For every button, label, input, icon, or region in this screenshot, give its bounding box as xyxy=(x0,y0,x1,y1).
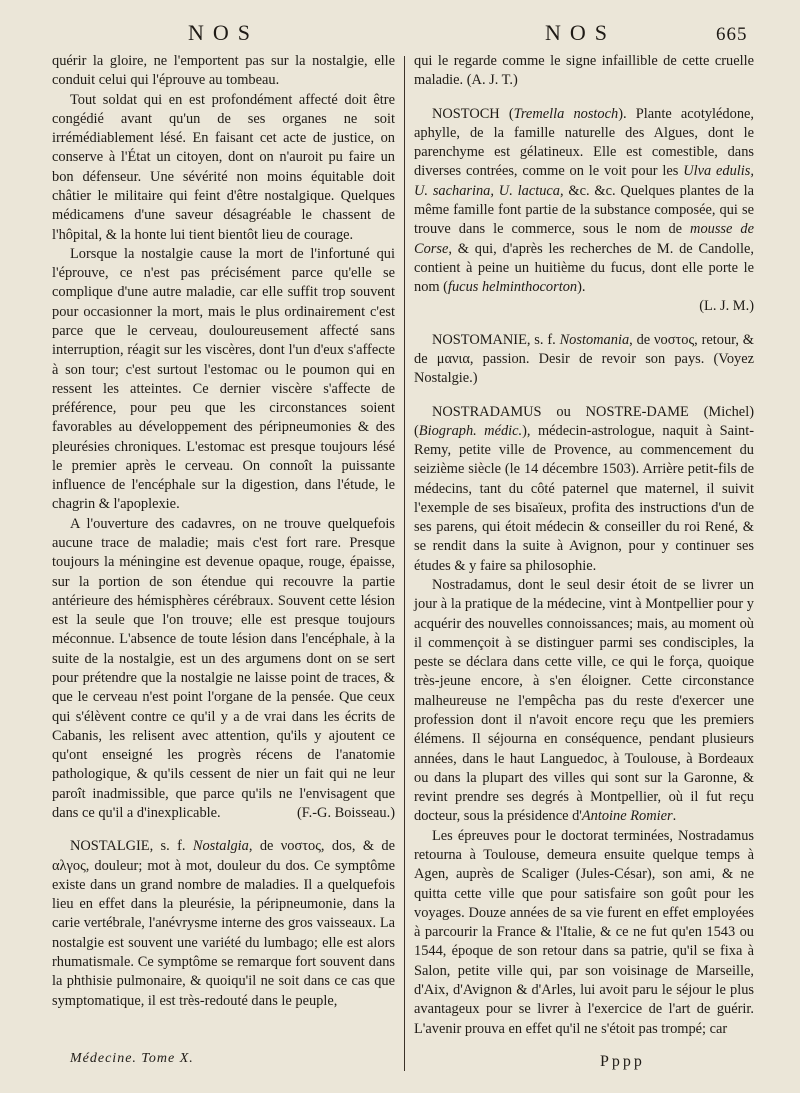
latin-term: Nostomania xyxy=(559,331,630,348)
article-nostomanie xyxy=(414,331,754,389)
paragraph-text: Nostradamus, dont le seul desir étoit de se livrer un jour à la pratique de la médecine, vint à Montpellier pour y acquérir des nouvelles connoissances; mais, au moment où il commençoit à se distinguer parmi ses condisciples, la peste se déclara dans cette ville, ce qui le força, quoique très-jeune encore, à s'en éloigner. Cette circonstance malheureuse ne l'empêcha pas du reste d'exercer une profession dont il n'avoit encore reçu que les premiers élémens. Il séjourna en conséquence, pendant plusieurs années, dans le haut Languedoc, à Toulouse, à Bordeaux ou dans la plupart des villes qui sont sur la Garonne, & revint prendre ses degrés à Montpellier, où il fut reçu docteur, sous la présidence d' xyxy=(414,577,754,825)
entry-body: ), médecin-astrologue, naquit à Saint-Remy, petite ville de Provence, au commencement du seizième siècle (le 14 décembre 1503). Arrière petit-fils de médecins, tant du côté paternel que maternel, il suivit l'exemple de ses bisaïeux, profita des instructions d'un de ses parens, qui étoit médecin & conseiller du roi René, & se rendit dans la suite à Avignon, pour y continuer ses études & y faire sa philosophie. xyxy=(414,422,754,574)
right-column xyxy=(414,52,754,1039)
paragraph-text: A l'ouverture des cadavres, on ne trouve quelquefois aucune trace de maladie; mais c'est fort rare. Presque toujours la méningine est devenue opaque, rouge, épaisse, sur la portion de son étendue qui recouvre la partie antérieure des hémisphères cérébraux. Souvent cette lésion est la seule que l'on trouve; elle est presque toujours méconnue. L'absence de toute lésion dans l'encéphale, à la suite de la nostalgie, est un des argumens dont on se sert pour prétendre que la nostalgie ne laisse point de traces, & que le cerveau n'est point l'organe de la pensée. Que ceux qui s'élèvent contre ce qu'il y a de vrai dans les écrits de Cabanis, les relisent avec attention, qu'ils y ajoutent ce qu'ont enseigné les progrès récens de l'anatomie pathologique, & qu'ils cessent de nier un fait qui ne leur paroît inadmissible, que parce qu'ils ne l'envisagent que dans ce qu'il a d'inexplicable. xyxy=(52,515,395,821)
header-right-word: NOS xyxy=(545,20,617,45)
running-header xyxy=(0,10,800,50)
paragraph-text: . xyxy=(672,808,677,825)
article-nostradamus xyxy=(414,403,754,577)
paragraph xyxy=(414,52,754,91)
entry-body: , & qui, d'après les recherches de M. de Candolle, contient à peine un huitième du fucus, dont elle porte le nom ( xyxy=(414,240,754,296)
page-number: 665 xyxy=(716,24,748,45)
entry-body: , de νοστος, retour, & de μανια, passion. Desir de revoir son pays. (Voyez Nostalgie.) xyxy=(414,331,754,387)
article-nostalgie xyxy=(52,837,395,1011)
entry-headword: NOSTALGIE, s. f. xyxy=(70,838,186,855)
entry-body: , de νοστος, dos, & de αλγος, douleur; mot à mot, douleur du dos. Ce symptôme existe dans un grand nombre de maladies. Il a quelquefois lieu en effet dans la pleurésie, la péripneumonie, dans la carie vertébrale, l'anévrysme interne des gros vaisseaux. La nostalgie est souvent une variété du lumbago; elle est alors rhumatismale. Ce symptôme se remarque fort souvent dans la phthisie pulmonaire, & quoiqu'il ne soit dans ce cas que symptomatique, il est très-redouté dans le peuple, xyxy=(52,838,395,1009)
author-signature: (L. J. M.) xyxy=(699,298,754,315)
header-left-word: NOS xyxy=(188,20,260,45)
paragraph: Les épreuves pour le doctorat terminées, Nostradamus retourna à Toulouse, demeura ensuite quelque temps à Agen, auprès de Scaliger (Jules-César), son ami, & ne quitta cette ville que pour satisfaire son goût pour les voyages. Douze années de sa vie furent en effet employées à parcourir la France & l'Italie, & ce ne fut qu'en 1543 ou 1544, époque de son retour dans sa patrie, qu'il se fixa à Salon, petite ville qui, par son voisinage de Marseille, d'Aix, d'Avignon & d'Arles, lui avoit paru le séjour le plus avantageux pour se livrer à l'exercice de l'art de guérir. L'avenir prouva en effet qu'il ne s'étoit pas trompé; car xyxy=(414,827,754,1037)
paragraph: quérir la gloire, ne l'emportent pas sur la nostalgie, elle conduit celui qui l'éprouve au tombeau. xyxy=(52,53,395,89)
paragraph: Lorsque la nostalgie cause la mort de l'infortuné qui l'éprouve, ce n'est pas précisément parce qu'elle se complique d'une autre maladie, car elle suffit trop souvent pour occasionner la mort, mais le plus ordinairement c'est parce que le cerveau, douloureusement affecté sans interruption, réagit sur les viscères, dont l'un d'eux s'affecte à son tour; c'est surtout l'estomac ou le poumon qui en ressent les atteintes. Ce dernier viscère s'affecte de préférence, pour peu que les circonstances soient favorables au développement des péripneumonies & des pleurésies chroniques. L'estomac est presque toujours lésé le premier après le cerveau. On connoît la puissante influence de l'encéphale sur la digestion, dans l'étude, le chagrin & l'apoplexie. xyxy=(52,245,395,513)
author-signature: (F.-G. Boisseau.) xyxy=(297,804,395,821)
article-nostoch xyxy=(414,105,754,317)
entry-body: , &c. &c. Quelques plantes de la même famille font partie de la substance composée, qui se trouve dans le commerce, sous le nom de xyxy=(414,182,754,238)
paragraph-text: qui le regarde comme le signe infaillible de cette cruelle maladie. xyxy=(414,53,754,89)
paragraph: Tout soldat qui en est profondément affecté doit être congédié avant qu'un de ses organes ne soit irrémédiablement lésé. En faisant cet acte de justice, on conserve à l'État un citoyen, dont on n'auroit pu faire un bon défenseur. Une sévérité non moins équitable doit châtier le militaire qui feint d'être nostalgique. Quelques médicamens d'une saveur désagréable le chassent de l'hôpital, & la honte lui tient bientôt lieu de courage. xyxy=(52,91,395,243)
printer-signature: Pppp xyxy=(600,1053,645,1070)
paragraph xyxy=(52,515,395,824)
reference: Biograph. médic. xyxy=(418,422,523,439)
entry-headword: NOSTRADAMUS ou NOSTRE-DAME (Michel) ( xyxy=(414,403,754,439)
column-divider xyxy=(404,56,405,1071)
paragraph xyxy=(414,576,754,827)
entry-body: ). Plante acotylédone, aphylle, de la famille naturelle des Algues, dont le parenchyme est gélatineux. Elle est comestible, dans diverses contrées, comme on le voit pour les xyxy=(414,105,755,180)
entry-headword: NOSTOMANIE, s. f. xyxy=(432,331,556,348)
person-name: Antoine Romier xyxy=(581,808,673,825)
author-signature: (A. J. T.) xyxy=(466,72,518,89)
trade-name: mousse de Corse xyxy=(414,221,754,257)
latin-term: Nostalgia xyxy=(192,838,249,855)
latin-term: Tremella nostoch xyxy=(513,105,619,122)
latin-term: fucus helminthocorton xyxy=(447,279,578,296)
species-names: Ulva edulis, U. sacharina, U. lactuca xyxy=(414,163,754,199)
entry-body: ). xyxy=(577,279,586,296)
volume-footer: Médecine. Tome X. xyxy=(70,1051,194,1066)
entry-headword: NOSTOCH ( xyxy=(432,105,514,122)
left-column xyxy=(52,52,395,1011)
